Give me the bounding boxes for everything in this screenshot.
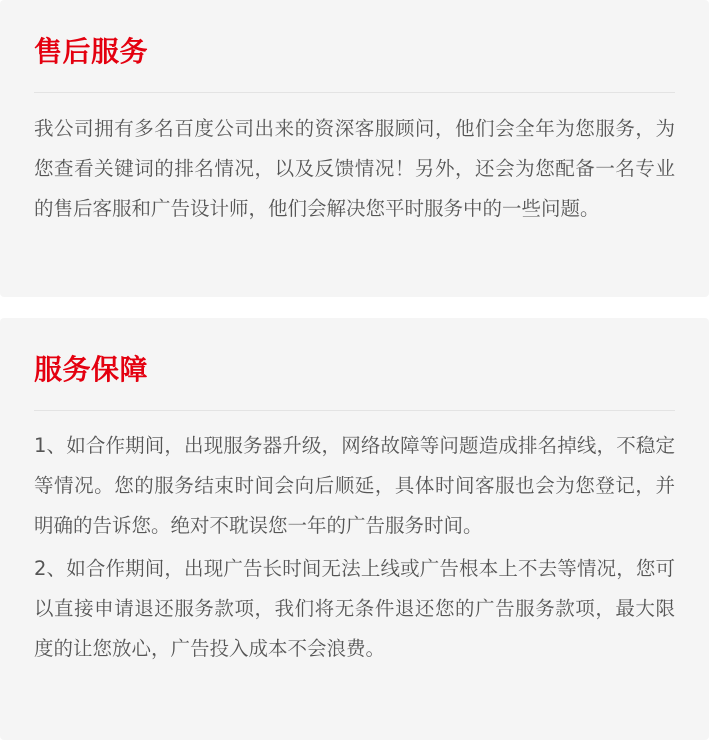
after-sales-card [0, 0, 709, 297]
service-guarantee-divider [34, 410, 675, 411]
guarantee-item-2: 2、如合作期间，出现广告长时间无法上线或广告根本上不去等情况，您可以直接申请退还服务款项，我们将无条件退还您的广告服务款项，最大限度的让您放心，广告投入成本不会浪费。 [34, 557, 675, 660]
service-guarantee-title: 服务保障 [34, 353, 149, 386]
after-sales-divider [34, 92, 675, 93]
after-sales-body: 我公司拥有多名百度公司出来的资深客服顾问，他们会全年为您服务，为您查看关键词的排名情况，以及反馈情况！另外，还会为您配备一名专业的售后客服和广告设计师，他们会解决您平时服务中的一些问题。 [34, 117, 675, 220]
after-sales-title: 售后服务 [34, 35, 149, 68]
service-guarantee-card [0, 318, 709, 740]
guarantee-item-1: 1、如合作期间，出现服务器升级，网络故障等问题造成排名掉线，不稳定等情况。您的服务结束时间会向后顺延，具体时间客服也会为您登记，并明确的告诉您。绝对不耽误您一年的广告服务时间。 [34, 434, 675, 537]
